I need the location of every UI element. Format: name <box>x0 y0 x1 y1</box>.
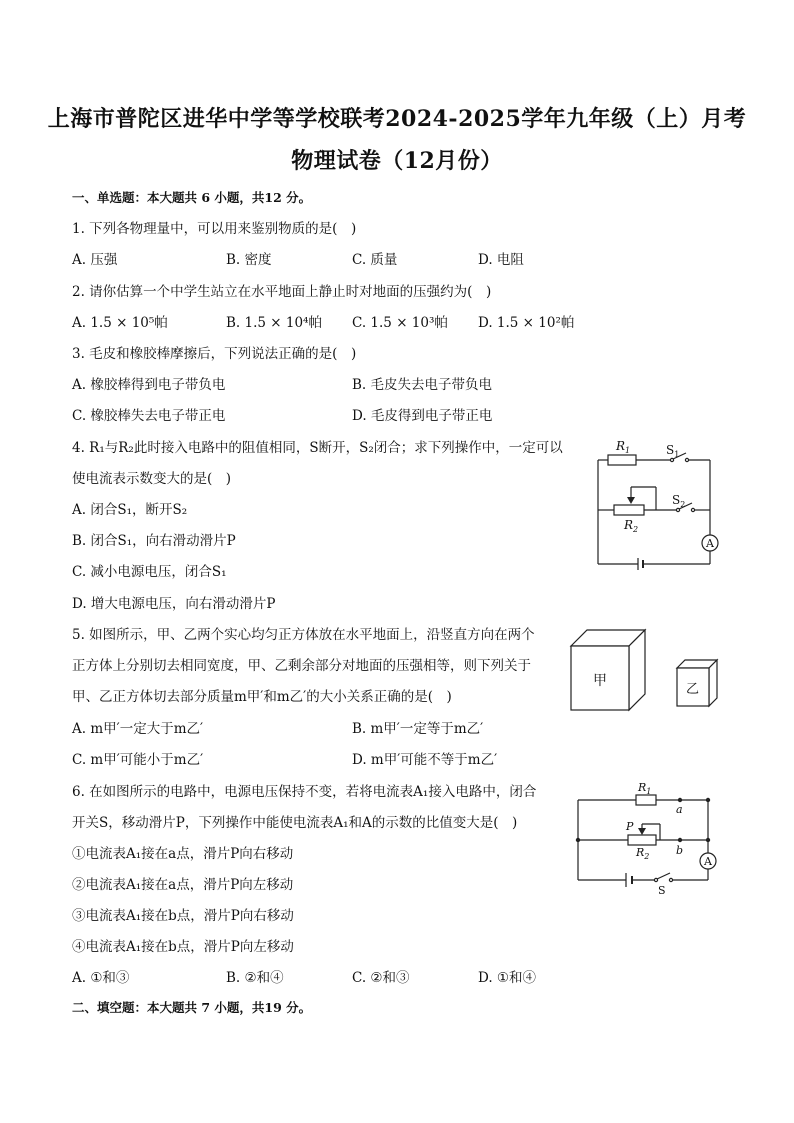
q4-ammeter-label: A <box>706 537 714 550</box>
section-heading-fill-in: 二、填空题：本大题共 7 小题，共19 分。 <box>72 1000 312 1015</box>
section-heading-single-choice: 一、单选题：本大题共 6 小题，共12 分。 <box>72 190 312 205</box>
question-1-option-a: A. 压强 <box>72 252 118 268</box>
question-4-circuit-diagram <box>590 432 725 572</box>
exam-title-line2: 物理试卷（12月份） <box>291 148 503 174</box>
q4-r2-label: $R_2$ <box>624 518 639 534</box>
cube-a-label: 甲 <box>593 673 607 689</box>
question-5-stem-line2: 正方体上分别切去相同宽度，甲、乙剩余部分对地面的压强相等，则下列关于 <box>72 658 531 674</box>
question-6-item-3: ③电流表A₁接在b点，滑片P向右移动 <box>72 908 294 924</box>
question-4-stem-line1: 4. R₁与R₂此时接入电路中的阻值相同，S断开，S₂闭合；求下列操作中，一定可以 <box>72 440 563 456</box>
question-4-stem-line2: 使电流表示数变大的是( ) <box>72 471 232 487</box>
q6-r2-label: $R_2$ <box>636 846 650 861</box>
question-2-option-c: C. 1.5 × 10³帕 <box>352 315 448 331</box>
question-5-option-c: C. m甲′可能小于m乙′ <box>72 752 204 768</box>
question-6-stem-line2: 开关S，移动滑片P，下列操作中能使电流表A₁和A的示数的比值变大是( ) <box>72 815 518 831</box>
question-6-option-c: C. ②和③ <box>352 970 410 986</box>
question-5-option-d: D. m甲′可能不等于m乙′ <box>352 752 498 768</box>
question-5-stem-line1: 5. 如图所示，甲、乙两个实心均匀正方体放在水平地面上，沿竖直方向在两个 <box>72 627 535 643</box>
question-5-cubes-diagram <box>565 624 725 714</box>
q4-r1-label: $R_1$ <box>616 439 631 455</box>
cube-b-label: 乙 <box>686 682 700 697</box>
question-5-option-b: B. m甲′一定等于m乙′ <box>352 721 484 737</box>
question-1-stem: 1. 下列各物理量中，可以用来鉴别物质的是( ) <box>72 221 357 237</box>
q4-s2-label: $S_2$ <box>672 493 686 509</box>
question-3-option-a: A. 橡胶棒得到电子带负电 <box>72 377 226 393</box>
q6-r1-label: $R_1$ <box>638 781 652 796</box>
question-6-item-2: ②电流表A₁接在a点，滑片P向左移动 <box>72 877 294 893</box>
question-6-option-d: D. ①和④ <box>478 970 537 986</box>
question-4-option-c: C. 减小电源电压，闭合S₁ <box>72 564 227 580</box>
question-4-option-b: B. 闭合S₁，向右滑动滑片P <box>72 533 236 549</box>
q6-point-a-label: a <box>676 803 683 816</box>
question-6-stem-line1: 6. 在如图所示的电路中，电源电压保持不变，若将电流表A₁接入电路中，闭合 <box>72 784 537 800</box>
question-2-stem: 2. 请你估算一个中学生站立在水平地面上静止时对地面的压强约为( ) <box>72 284 492 300</box>
q6-switch-label: S <box>658 884 666 897</box>
question-4-option-d: D. 增大电源电压，向右滑动滑片P <box>72 596 276 612</box>
question-2-option-b: B. 1.5 × 10⁴帕 <box>226 315 322 331</box>
question-1-option-c: C. 质量 <box>352 252 398 268</box>
question-3-option-d: D. 毛皮得到电子带正电 <box>352 408 493 424</box>
question-1-option-d: D. 电阻 <box>478 252 524 268</box>
question-3-option-c: C. 橡胶棒失去电子带正电 <box>72 408 226 424</box>
question-5-stem-line3: 甲、乙正方体切去部分质量m甲′和m乙′的大小关系正确的是( ) <box>72 689 452 705</box>
question-6-item-4: ④电流表A₁接在b点，滑片P向左移动 <box>72 939 294 955</box>
question-5-option-a: A. m甲′一定大于m乙′ <box>72 721 204 737</box>
question-3-stem: 3. 毛皮和橡胶棒摩擦后，下列说法正确的是( ) <box>72 346 357 362</box>
q6-point-b-label: b <box>676 844 684 857</box>
question-6-option-b: B. ②和④ <box>226 970 284 986</box>
question-4-option-a: A. 闭合S₁，断开S₂ <box>72 502 188 518</box>
question-3-option-b: B. 毛皮失去电子带负电 <box>352 377 493 393</box>
question-2-option-d: D. 1.5 × 10²帕 <box>478 315 575 331</box>
question-6-option-a: A. ①和③ <box>72 970 130 986</box>
q4-s1-label: $S_1$ <box>666 443 680 459</box>
question-2-option-a: A. 1.5 × 10⁵帕 <box>72 315 168 331</box>
question-1-option-b: B. 密度 <box>226 252 272 268</box>
q6-ammeter-label: A <box>704 855 712 868</box>
q6-p-label: P <box>626 820 634 833</box>
question-6-item-1: ①电流表A₁接在a点，滑片P向右移动 <box>72 846 294 862</box>
question-6-circuit-diagram <box>570 780 730 900</box>
exam-title-line1: 上海市普陀区进华中学等学校联考2024-2025学年九年级（上）月考 <box>47 106 747 132</box>
